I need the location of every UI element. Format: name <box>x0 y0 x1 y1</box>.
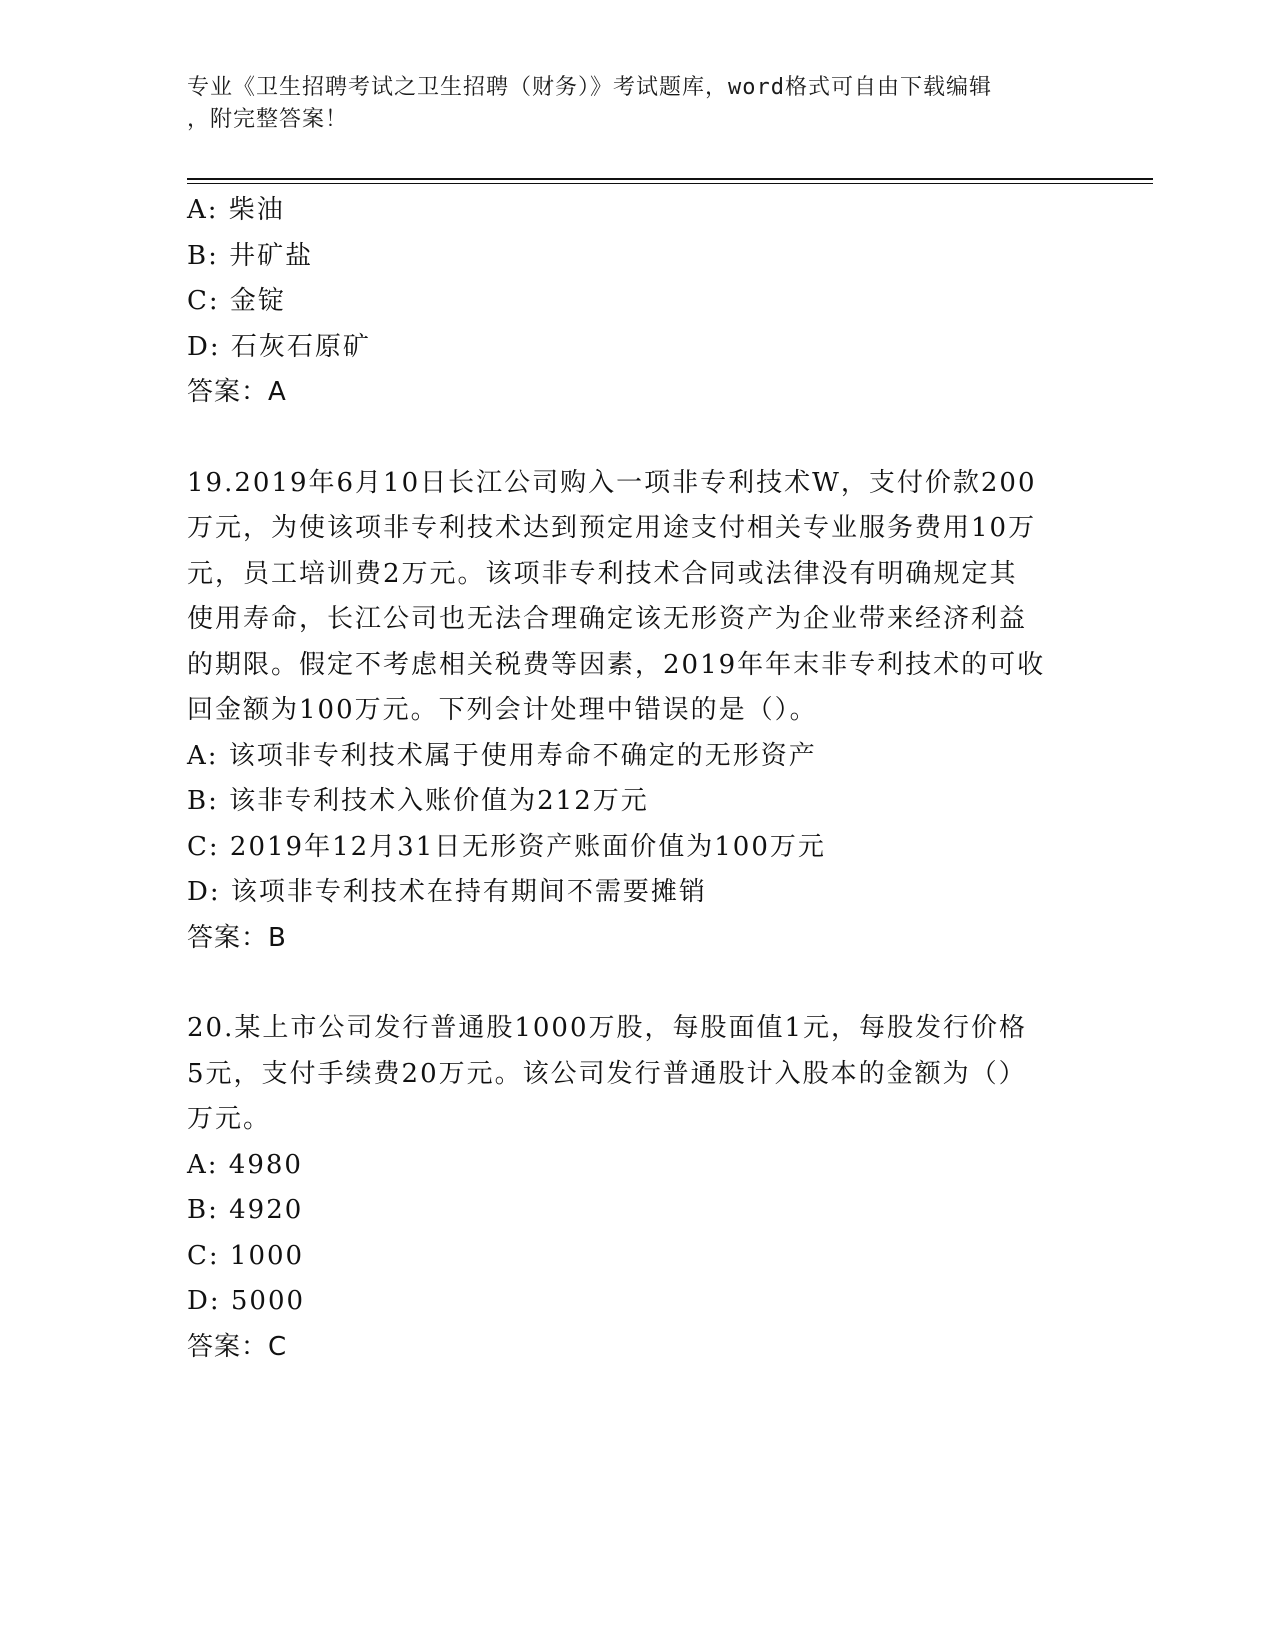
question-stem-line: 的期限。假定不考虑相关税费等因素，2019年年末非专利技术的可收 <box>187 649 1046 680</box>
question-stem-line: 19.2019年6月10日长江公司购入一项非专利技术W，支付价款200 <box>187 467 1037 498</box>
option-a: A: 柴油 <box>187 195 285 225</box>
answer-line: 答案：C <box>187 1331 288 1362</box>
option-b: B: 井矿盐 <box>187 240 314 271</box>
question-stem-line: 5元，支付手续费20万元。该公司发行普通股计入股本的金额为（） <box>187 1058 1027 1089</box>
question-stem-line: 回金额为100万元。下列会计处理中错误的是（）。 <box>187 695 818 725</box>
question-content <box>187 188 1087 1370</box>
header-line-1: 专业《卫生招聘考试之卫生招聘（财务）》考试题库，word格式可自由下载编辑 <box>187 75 992 100</box>
question-19 <box>187 461 1087 962</box>
question-stem-line: 万元，为使该项非专利技术达到预定用途支付相关专业服务费用10万 <box>187 513 1037 543</box>
question-18 <box>187 188 1087 416</box>
question-stem-line: 万元。 <box>187 1104 272 1134</box>
question-20 <box>187 1006 1087 1370</box>
spacer <box>187 961 1087 1006</box>
header-divider-thick <box>187 178 1153 180</box>
option-b: B: 该非专利技术入账价值为212万元 <box>187 786 649 816</box>
option-d: D: 该项非专利技术在持有期间不需要摊销 <box>187 877 707 907</box>
option-a: A: 4980 <box>187 1149 303 1180</box>
header-line-2: ，附完整答案！ <box>187 107 349 132</box>
option-c: C: 2019年12月31日无形资产账面价值为100万元 <box>187 831 826 862</box>
question-stem-line: 元，员工培训费2万元。该项非专利技术合同或法律没有明确规定其 <box>187 558 1018 589</box>
question-stem-line: 20.某上市公司发行普通股1000万股，每股面值1元，每股发行价格 <box>187 1013 1028 1043</box>
header-divider-thin <box>187 183 1153 184</box>
option-a: A: 该项非专利技术属于使用寿命不确定的无形资产 <box>187 740 817 771</box>
option-c: C: 1000 <box>187 1240 305 1271</box>
spacer <box>187 416 1087 461</box>
option-c: C: 金锭 <box>187 286 286 316</box>
answer-line: 答案：B <box>187 922 287 953</box>
document-header <box>187 72 1067 136</box>
option-d: D: 石灰石原矿 <box>187 331 371 362</box>
question-stem-line: 使用寿命，长江公司也无法合理确定该无形资产为企业带来经济利益 <box>187 604 1028 634</box>
option-b: B: 4920 <box>187 1195 304 1225</box>
option-d: D: 5000 <box>187 1286 306 1316</box>
answer-line: 答案：A <box>187 377 287 407</box>
